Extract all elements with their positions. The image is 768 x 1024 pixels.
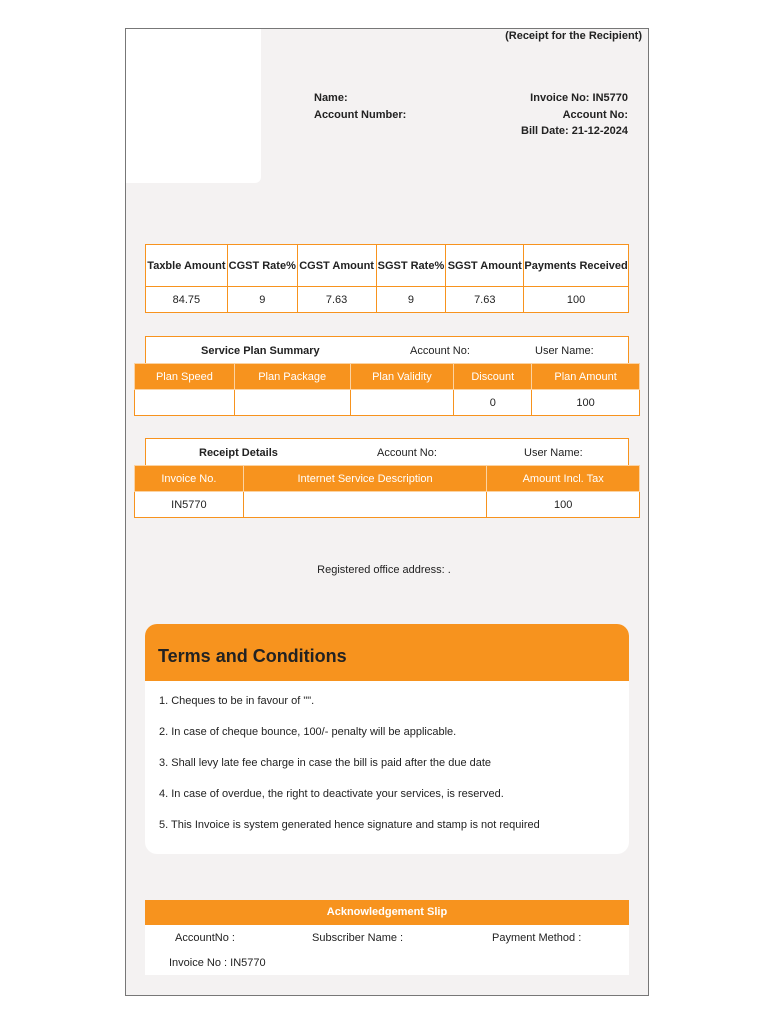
ack-account-no: AccountNo : (175, 932, 235, 944)
service-plan-header (145, 336, 629, 363)
bill-date: Bill Date: 21-12-2024 (521, 125, 628, 137)
terms-item: 4. In case of overdue, the right to deactivate your services, is reserved. (159, 788, 504, 800)
ack-title: Acknowledgement Slip (145, 900, 629, 925)
terms-item: 1. Cheques to be in favour of "". (159, 695, 315, 707)
tax-value: 7.63 (297, 287, 376, 313)
terms-list (145, 681, 629, 850)
service-plan-title: Service Plan Summary (201, 345, 320, 357)
service-plan-user-name: User Name: (535, 345, 594, 357)
receipt-account-no: Account No: (377, 447, 437, 459)
service-plan-table (134, 363, 640, 416)
logo-placeholder (126, 29, 261, 183)
receipt-col-header: Amount Incl. Tax (487, 466, 640, 492)
invoice-number: Invoice No: IN5770 (530, 92, 628, 104)
receipt-table (134, 465, 640, 518)
tax-value: 100 (524, 287, 629, 313)
terms-item: 2. In case of cheque bounce, 100/- penalty will be applicable. (159, 726, 457, 738)
account-number-label: Account Number: (314, 109, 407, 121)
terms-item: 5. This Invoice is system generated hence signature and stamp is not required (159, 819, 540, 831)
terms-item: 3. Shall levy late fee charge in case the bill is paid after the due date (159, 757, 492, 769)
plan-cell (234, 390, 350, 416)
receipt-col-header: Invoice No. (135, 466, 244, 492)
tax-header: SGST Rate% (376, 245, 446, 287)
header-account-no: Account No: (562, 109, 628, 121)
tax-table (145, 244, 629, 313)
tax-header: CGST Rate% (227, 245, 297, 287)
ack-body (145, 925, 629, 975)
ack-invoice-no: Invoice No : IN5770 (169, 957, 266, 969)
receipt-cell: 100 (487, 492, 640, 518)
tax-value: 84.75 (146, 287, 228, 313)
receipt-cell (243, 492, 486, 518)
name-label: Name: (314, 92, 348, 104)
tax-value: 9 (227, 287, 297, 313)
tax-header: CGST Amount (297, 245, 376, 287)
terms-panel (145, 624, 629, 854)
plan-col-header: Plan Amount (532, 364, 640, 390)
plan-col-header: Plan Validity (350, 364, 454, 390)
tax-header: SGST Amount (446, 245, 524, 287)
tax-value: 9 (376, 287, 446, 313)
ack-subscriber-name: Subscriber Name : (312, 932, 404, 944)
registered-office-address: Registered office address: . (317, 564, 451, 576)
terms-title: Terms and Conditions (145, 624, 629, 681)
tax-header: Payments Received (524, 245, 629, 287)
tax-value: 7.63 (446, 287, 524, 313)
plan-cell: 100 (532, 390, 640, 416)
plan-col-header: Plan Speed (135, 364, 235, 390)
service-plan-account-no: Account No: (410, 345, 470, 357)
receipt-user-name: User Name: (524, 447, 583, 459)
receipt-title: Receipt Details (199, 447, 278, 459)
receipt-cell: IN5770 (135, 492, 244, 518)
receipt-header (145, 438, 629, 465)
tax-header: Taxble Amount (146, 245, 228, 287)
plan-cell: 0 (454, 390, 532, 416)
receipt-label: (Receipt for the Recipient) (505, 30, 642, 42)
plan-col-header: Plan Package (234, 364, 350, 390)
plan-col-header: Discount (454, 364, 532, 390)
plan-cell (135, 390, 235, 416)
ack-payment-method: Payment Method : (492, 932, 582, 944)
receipt-col-header: Internet Service Description (243, 466, 486, 492)
plan-cell (350, 390, 454, 416)
